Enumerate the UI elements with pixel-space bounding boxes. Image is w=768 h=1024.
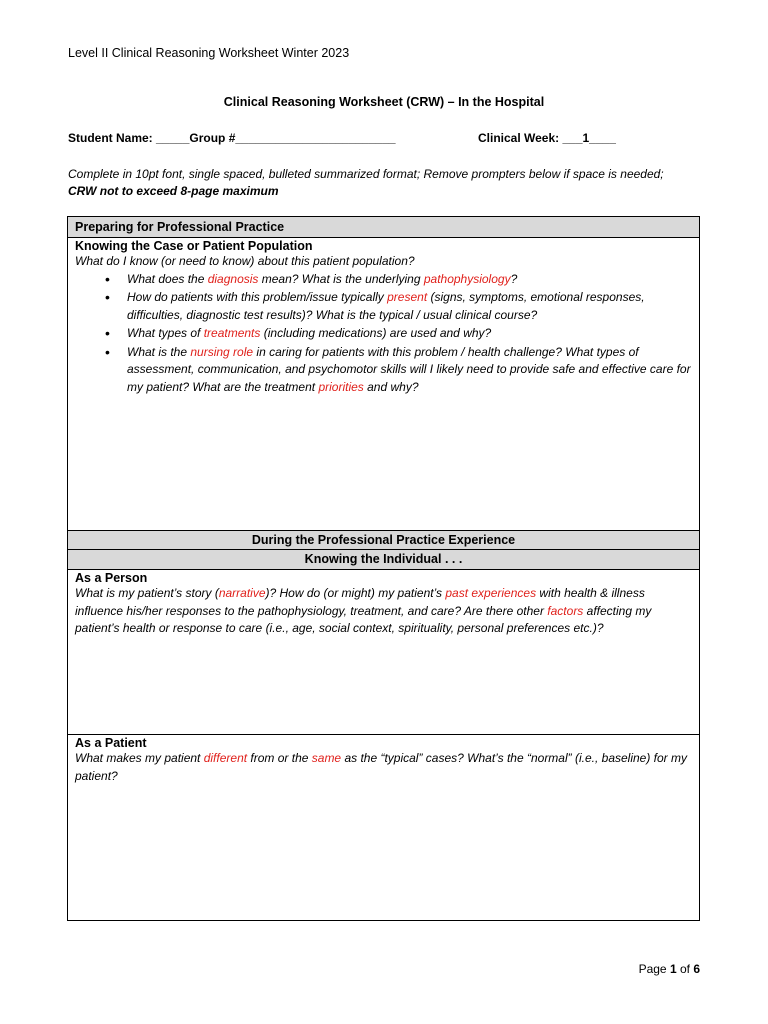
instructions-line-2: CRW not to exceed 8-page maximum	[68, 184, 279, 198]
document-header: Level II Clinical Reasoning Worksheet Winter 2023	[68, 46, 350, 60]
page-number: Page 1 of 6	[638, 962, 700, 976]
clinical-week-line: Clinical Week: ___1____	[478, 131, 616, 145]
as-patient-question: What makes my patient different from or the same as the “typical” cases? What’s the “normal” (i.e., baseline) for my patient?	[75, 751, 688, 783]
section-body-as-person	[67, 569, 700, 735]
section-body-knowing-case	[67, 237, 700, 531]
prompt-list	[75, 271, 699, 397]
section-body-as-patient	[67, 734, 700, 921]
list-item: • What types of treatments (including medications) are used and why?	[127, 325, 699, 343]
as-person-question: What is my patient’s story (narrative)? How do (or might) my patient’s past experiences with health & illness influence his/her responses to the pathophysiology, treatment, and care? Are there other factors affecting my patient’s health or response to care (i.e., age, social context, spirituality, personal preferences etc.)?	[75, 586, 652, 635]
list-item: • How do patients with this problem/issue typically present (signs, symptoms, emotional responses, difficulties, diagnostic test results)? What is the typical / usual clinical course?	[127, 289, 699, 324]
knowing-case-question: What do I know (or need to know) about this patient population?	[75, 254, 415, 268]
student-name-group-line: Student Name: _____Group #________________________	[68, 131, 396, 145]
list-item: • What is the nursing role in caring for patients with this problem / health challenge? What types of assessment, communication, and psychomotor skills will I likely need to provide safe and effective care for my patient? What are the treatment priorities and why?	[127, 344, 699, 397]
section-heading-knowing-individual: Knowing the Individual . . .	[67, 549, 700, 570]
section-heading-preparing: Preparing for Professional Practice	[67, 216, 700, 238]
list-item: • What does the diagnosis mean? What is the underlying pathophysiology?	[127, 271, 699, 289]
instructions	[68, 166, 708, 200]
page-title: Clinical Reasoning Worksheet (CRW) – In the Hospital	[223, 95, 545, 109]
instructions-line-1: Complete in 10pt font, single spaced, bulleted summarized format; Remove prompters below if space is needed;	[68, 167, 664, 181]
subheading-knowing-case: Knowing the Case or Patient Population	[75, 239, 313, 253]
subheading-as-person: As a Person	[75, 571, 148, 585]
subheading-as-patient: As a Patient	[75, 736, 147, 750]
section-heading-during: During the Professional Practice Experience	[67, 530, 700, 550]
